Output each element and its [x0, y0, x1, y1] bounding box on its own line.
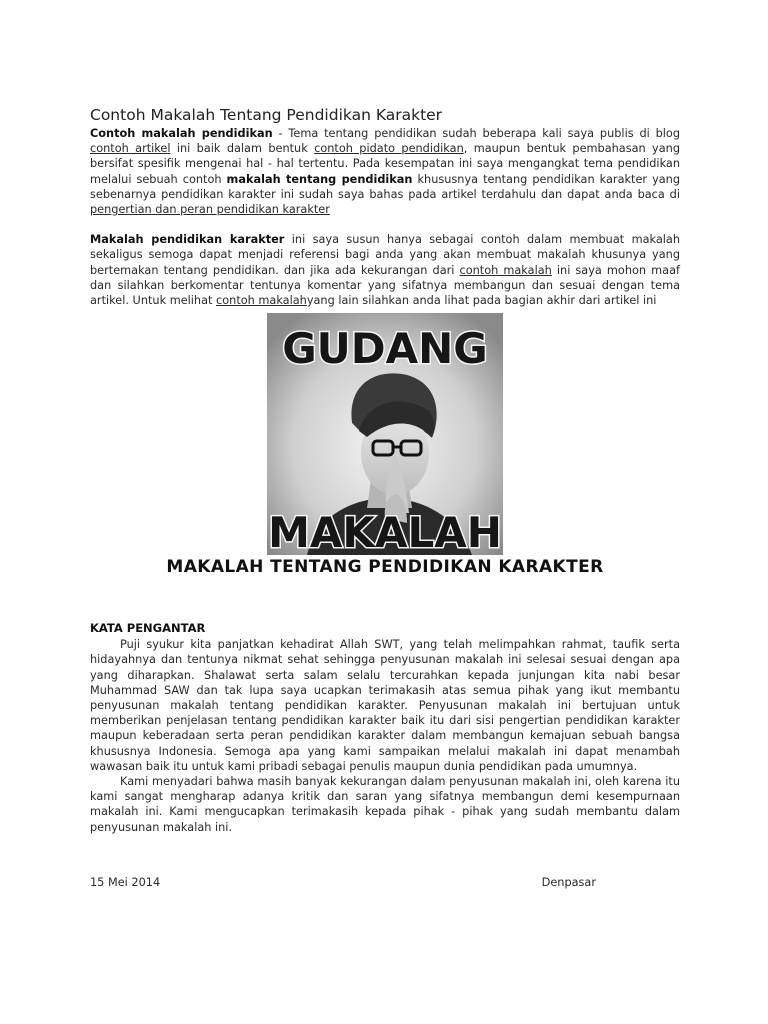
text-link[interactable]: contoh artikel	[90, 142, 171, 156]
text-link[interactable]: contoh makalah	[459, 263, 552, 277]
text-run: ini saya susun hanya sebagai contoh dalam membuat makalah sekaligus semoga dapat menjadi referensi bagi anda yang akan membuat makalah khusunya yang bertemakan tentang pendidikan. dan jika ada kekurangan dari	[90, 233, 680, 277]
signature-row	[90, 876, 680, 889]
text-link[interactable]: pengertian dan peran pendidikan karakter	[90, 203, 330, 217]
kata-pengantar-paragraph-2: Kami menyadari bahwa masih banyak kekurangan dalam penyusunan makalah ini, oleh karena itu kami sangat mengharap adanya kritik dan saran yang sifatnya membangun demi kesempurnaan makalah ini. Kami mengucapkan terimakasih kepada pihak - pihak yang sudah membantu dalam penyusunan makalah ini.	[90, 775, 680, 834]
document-page	[90, 106, 680, 889]
kata-pengantar-title: KATA PENGANTAR	[90, 621, 206, 636]
gudang-makalah-image	[267, 313, 503, 555]
text-link[interactable]: contoh pidato pendidikan	[314, 142, 464, 156]
text-run: yang lain silahkan anda lihat pada bagian akhir dari artikel ini	[306, 294, 657, 308]
gudang-makalah-logo-image	[267, 313, 503, 555]
document-title: Contoh Makalah Tentang Pendidikan Karakter	[90, 106, 443, 124]
intro-paragraph-1	[90, 126, 680, 217]
logo-top-text: GUDANG	[282, 324, 488, 374]
text-run: khususnya tentang pendidikan karakter yang sebenarnya pendidikan karakter ini sudah saya bahas pada artikel terdahulu dan dapat anda baca di	[90, 172, 681, 201]
place-text: Denpasar	[541, 875, 596, 889]
bold-text: Contoh makalah pendidikan	[90, 127, 273, 140]
bold-text: makalah tentang pendidikan	[226, 172, 413, 186]
text-run: , maupun bentuk pembahasan yang bersifat spesifik mengenai hal - hal tertentu. Pada kesempatan ini saya mengangkat tema pendidikan melalui sebuah contoh	[90, 142, 680, 186]
section-heading: MAKALAH TENTANG PENDIDIKAN KARAKTER	[166, 557, 604, 578]
kata-pengantar-paragraph-1: Puji syukur kita panjatkan kehadirat Allah SWT, yang telah melimpahkan rahmat, taufik serta hidayahnya dan tentunya nikmat sehat sehingga penyusunan makalah ini selesai sesuai dengan apa yang diharapkan. Shalawat serta salam selalu tercurahkan kepada junjungan kita nabi besar Muhammad SAW dan tak lupa saya ucapkan terimakasih atas semua pihak yang ikut membantu penyusunan makalah tentang pendidikan karakter. Penyusunan makalah ini bertujuan untuk memberikan penjelasan tentang pendidikan karakter baik itu dari sisi pengertian pendidikan karakter maupun keberadaan serta peran pendidikan karakter dalam membangun kemajuan sebuah bangsa khususnya Indonesia. Semoga apa yang kami sampaikan melalui makalah ini dapat menambah wawasan baik itu untuk kami pribadi sebagai penulis maupun dunia pendidikan pada umumnya.	[90, 638, 680, 773]
text-link[interactable]: contoh makalah	[216, 294, 307, 308]
text-run: ini baik dalam bentuk	[170, 142, 315, 156]
text-run: - Tema tentang pendidikan sudah beberapa kali saya publis di blog	[272, 127, 680, 140]
logo-bottom-text: MAKALAH	[268, 508, 502, 556]
bold-text: Makalah pendidikan karakter	[90, 233, 285, 247]
paragraph-gap	[90, 217, 680, 232]
intro-paragraph-2	[90, 232, 680, 308]
date-text: 15 Mei 2014	[90, 875, 161, 889]
text-run: ini saya mohon maaf dan silahkan berkomentar tentunya komentar yang sifatnya membangun dan sesuai dengan tema artikel. Untuk melihat	[90, 263, 680, 308]
